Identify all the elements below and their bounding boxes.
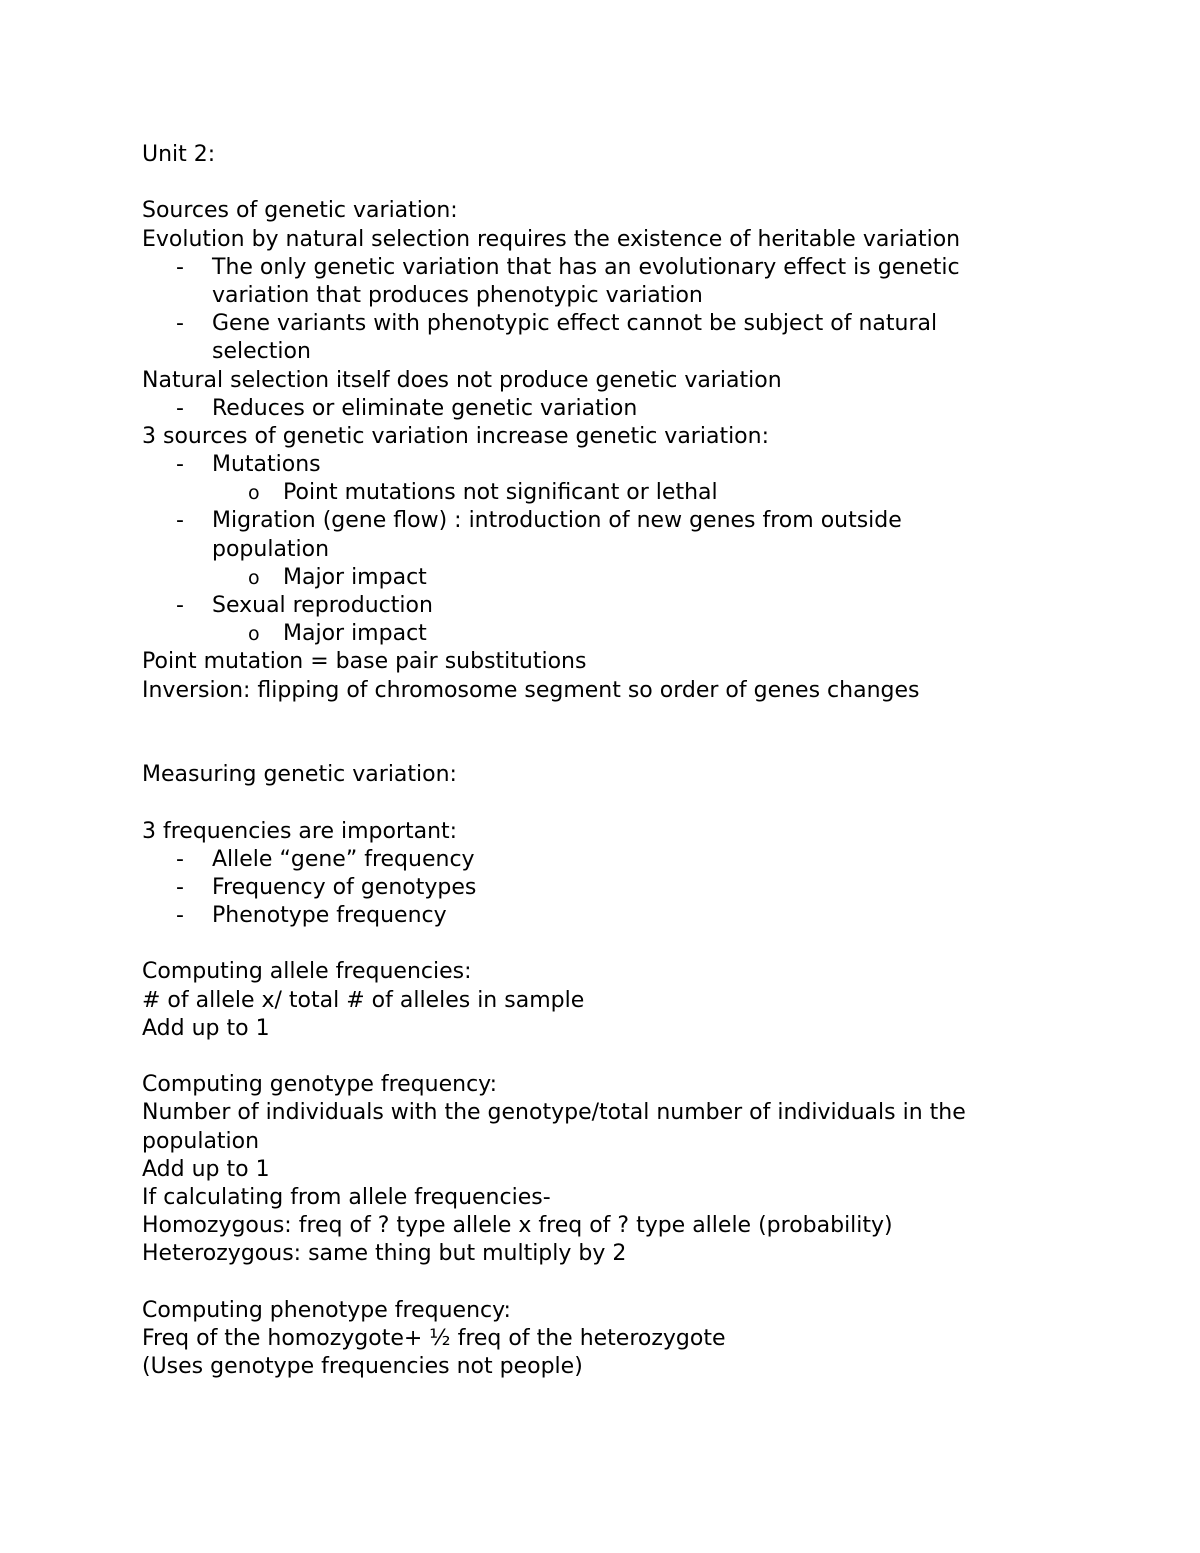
list-item-text: Gene variants with phenotypic effect cannot be subject of natural [212, 311, 938, 337]
paragraph: Add up to 1 [142, 1015, 270, 1041]
dash-bullet: - [176, 508, 184, 534]
doc-title: Unit 2: [142, 142, 216, 167]
spacer [142, 930, 1042, 958]
sub-list-item [142, 564, 1042, 592]
list-item-continuation: variation that produces phenotypic variation [212, 282, 703, 308]
sub-list-item-text: Major impact [283, 564, 427, 590]
document-page [142, 141, 1042, 1381]
section-heading: Measuring genetic variation: [142, 762, 457, 788]
list-item [142, 874, 1042, 902]
paragraph: Number of individuals with the genotype/total number of individuals in the [142, 1100, 966, 1126]
section-heading: Computing allele frequencies: [142, 959, 472, 985]
spacer [142, 1269, 1042, 1297]
list-item [142, 846, 1042, 874]
list-item-text: Mutations [212, 452, 321, 478]
list-item-continuation: selection [212, 339, 311, 365]
paragraph: (Uses genotype frequencies not people) [142, 1354, 583, 1380]
paragraph: # of allele x/ total # of alleles in sample [142, 987, 585, 1013]
section-heading: Computing genotype frequency: [142, 1072, 497, 1098]
list-item [142, 592, 1042, 620]
spacer [142, 789, 1042, 817]
paragraph: If calculating from allele frequencies- [142, 1184, 551, 1210]
circle-bullet: o [248, 623, 260, 646]
paragraph-continuation: population [142, 1128, 260, 1154]
dash-bullet: - [176, 903, 184, 929]
dash-bullet: - [176, 395, 184, 421]
paragraph: Natural selection itself does not produce genetic variation [142, 367, 782, 393]
sub-list-item [142, 479, 1042, 507]
dash-bullet: - [176, 874, 184, 900]
spacer [142, 169, 1042, 197]
list-item [142, 254, 1042, 282]
dash-bullet: - [176, 452, 184, 478]
circle-bullet: o [248, 482, 260, 505]
circle-bullet: o [248, 566, 260, 589]
list-item-text: Allele “gene” frequency [212, 846, 475, 872]
section-heading: Sources of genetic variation: [142, 198, 458, 224]
sub-list-item [142, 620, 1042, 648]
paragraph: Freq of the homozygote+ ½ freq of the heterozygote [142, 1325, 726, 1351]
dash-bullet: - [176, 311, 184, 337]
dash-bullet: - [176, 593, 184, 618]
list-item [142, 451, 1042, 479]
spacer [142, 705, 1042, 761]
list-item [142, 902, 1042, 930]
dash-bullet: - [176, 846, 184, 872]
list-item-text: Frequency of genotypes [212, 874, 477, 900]
paragraph: Heterozygous: same thing but multiply by 2 [142, 1241, 627, 1267]
list-item-text: The only genetic variation that has an evolutionary effect is genetic [212, 254, 960, 280]
section-heading: Computing phenotype frequency: [142, 1297, 511, 1323]
spacer [142, 1043, 1042, 1071]
sub-list-item-text: Point mutations not significant or lethal [283, 480, 718, 506]
list-item-text: Migration (gene flow) : introduction of new genes from outside [212, 508, 902, 534]
list-item [142, 310, 1042, 338]
list-item [142, 395, 1042, 423]
list-item-text: Reduces or eliminate genetic variation [212, 395, 638, 421]
dash-bullet: - [176, 254, 184, 280]
paragraph: Inversion: flipping of chromosome segment so order of genes changes [142, 677, 920, 703]
list-item-text: Sexual reproduction [212, 593, 433, 618]
sub-list-item-text: Major impact [283, 621, 427, 647]
paragraph: Add up to 1 [142, 1156, 270, 1182]
list-item-continuation: population [212, 536, 330, 562]
paragraph: 3 sources of genetic variation increase genetic variation: [142, 423, 769, 449]
paragraph: Point mutation = base pair substitutions [142, 649, 587, 675]
paragraph: Homozygous: freq of ? type allele x freq of ? type allele (probability) [142, 1213, 893, 1239]
paragraph: Evolution by natural selection requires the existence of heritable variation [142, 226, 961, 252]
paragraph: 3 frequencies are important: [142, 818, 458, 844]
list-item-text: Phenotype frequency [212, 903, 447, 929]
list-item [142, 507, 1042, 535]
